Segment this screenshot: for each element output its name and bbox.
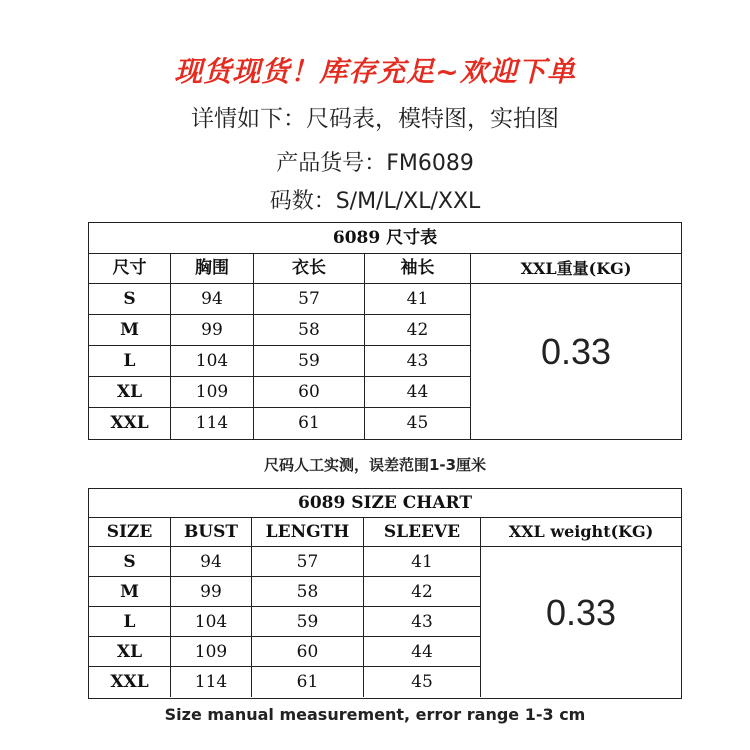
- table-cell: 41: [364, 547, 481, 577]
- table-cell: 41: [365, 284, 471, 315]
- table-cell: 45: [364, 667, 481, 697]
- table-cell: S: [89, 284, 171, 315]
- table-cell: 57: [252, 547, 364, 577]
- table-cell: 104: [171, 346, 254, 377]
- table-cell: 58: [252, 577, 364, 607]
- table-cell: XXL: [89, 667, 171, 697]
- size-header: 尺寸: [89, 253, 171, 284]
- table-cell: 114: [171, 667, 252, 697]
- table-cell: 99: [171, 577, 252, 607]
- table-title: 6089 SIZE CHART: [89, 489, 681, 518]
- table-cell: M: [89, 315, 171, 346]
- weight-value: 0.33: [540, 330, 612, 372]
- table-cell: 59: [254, 346, 365, 377]
- table-cell: 61: [252, 667, 364, 697]
- table-cell: 43: [365, 346, 471, 377]
- bust-header: 胸围: [171, 253, 254, 284]
- table-cell: XL: [89, 377, 171, 408]
- headline: 现货现货！库存充足~欢迎下单: [174, 55, 576, 88]
- table-cell: 99: [171, 315, 254, 346]
- bust-header: BUST: [171, 517, 252, 547]
- measurement-note-cn: 尺码人工实测，误差范围1-3厘米: [263, 456, 487, 474]
- table-cell: 43: [364, 607, 481, 637]
- length-header: LENGTH: [252, 517, 364, 547]
- table-cell: 94: [171, 284, 254, 315]
- size-table-en: [88, 488, 682, 699]
- weight-header: XXL weight(KG): [481, 517, 681, 547]
- table-cell: 59: [252, 607, 364, 637]
- table-cell: 60: [254, 377, 365, 408]
- table-cell: L: [89, 607, 171, 637]
- table-cell: XL: [89, 637, 171, 667]
- table-cell: XXL: [89, 408, 171, 439]
- table-cell: S: [89, 547, 171, 577]
- sleeve-header: SLEEVE: [364, 517, 481, 547]
- table-cell: 42: [364, 577, 481, 607]
- table-cell: 94: [171, 547, 252, 577]
- table-cell: 109: [171, 377, 254, 408]
- table-cell: 57: [254, 284, 365, 315]
- size-list: 码数：S/M/L/XL/XXL: [269, 189, 481, 214]
- length-header: 衣长: [254, 253, 365, 284]
- table-cell: 104: [171, 607, 252, 637]
- table-cell: 114: [171, 408, 254, 439]
- table-cell: 58: [254, 315, 365, 346]
- size-table-cn: [88, 222, 682, 440]
- table-cell: 44: [364, 637, 481, 667]
- table-cell: 61: [254, 408, 365, 439]
- table-cell: 60: [252, 637, 364, 667]
- product-number: 产品货号：FM6089: [276, 151, 474, 176]
- weight-value: 0.33: [545, 592, 617, 633]
- measurement-note-en: Size manual measurement, error range 1-3 cm: [164, 705, 586, 724]
- size-header: SIZE: [89, 517, 171, 547]
- table-title: 6089 尺寸表: [89, 223, 681, 254]
- table-cell: 44: [365, 377, 471, 408]
- weight-header: XXL重量(KG): [471, 253, 681, 284]
- table-cell: M: [89, 577, 171, 607]
- subtitle: 详情如下：尺码表，模特图，实拍图: [191, 106, 559, 132]
- table-cell: 42: [365, 315, 471, 346]
- table-cell: L: [89, 346, 171, 377]
- sleeve-header: 袖长: [365, 253, 471, 284]
- table-cell: 109: [171, 637, 252, 667]
- table-cell: 45: [365, 408, 471, 439]
